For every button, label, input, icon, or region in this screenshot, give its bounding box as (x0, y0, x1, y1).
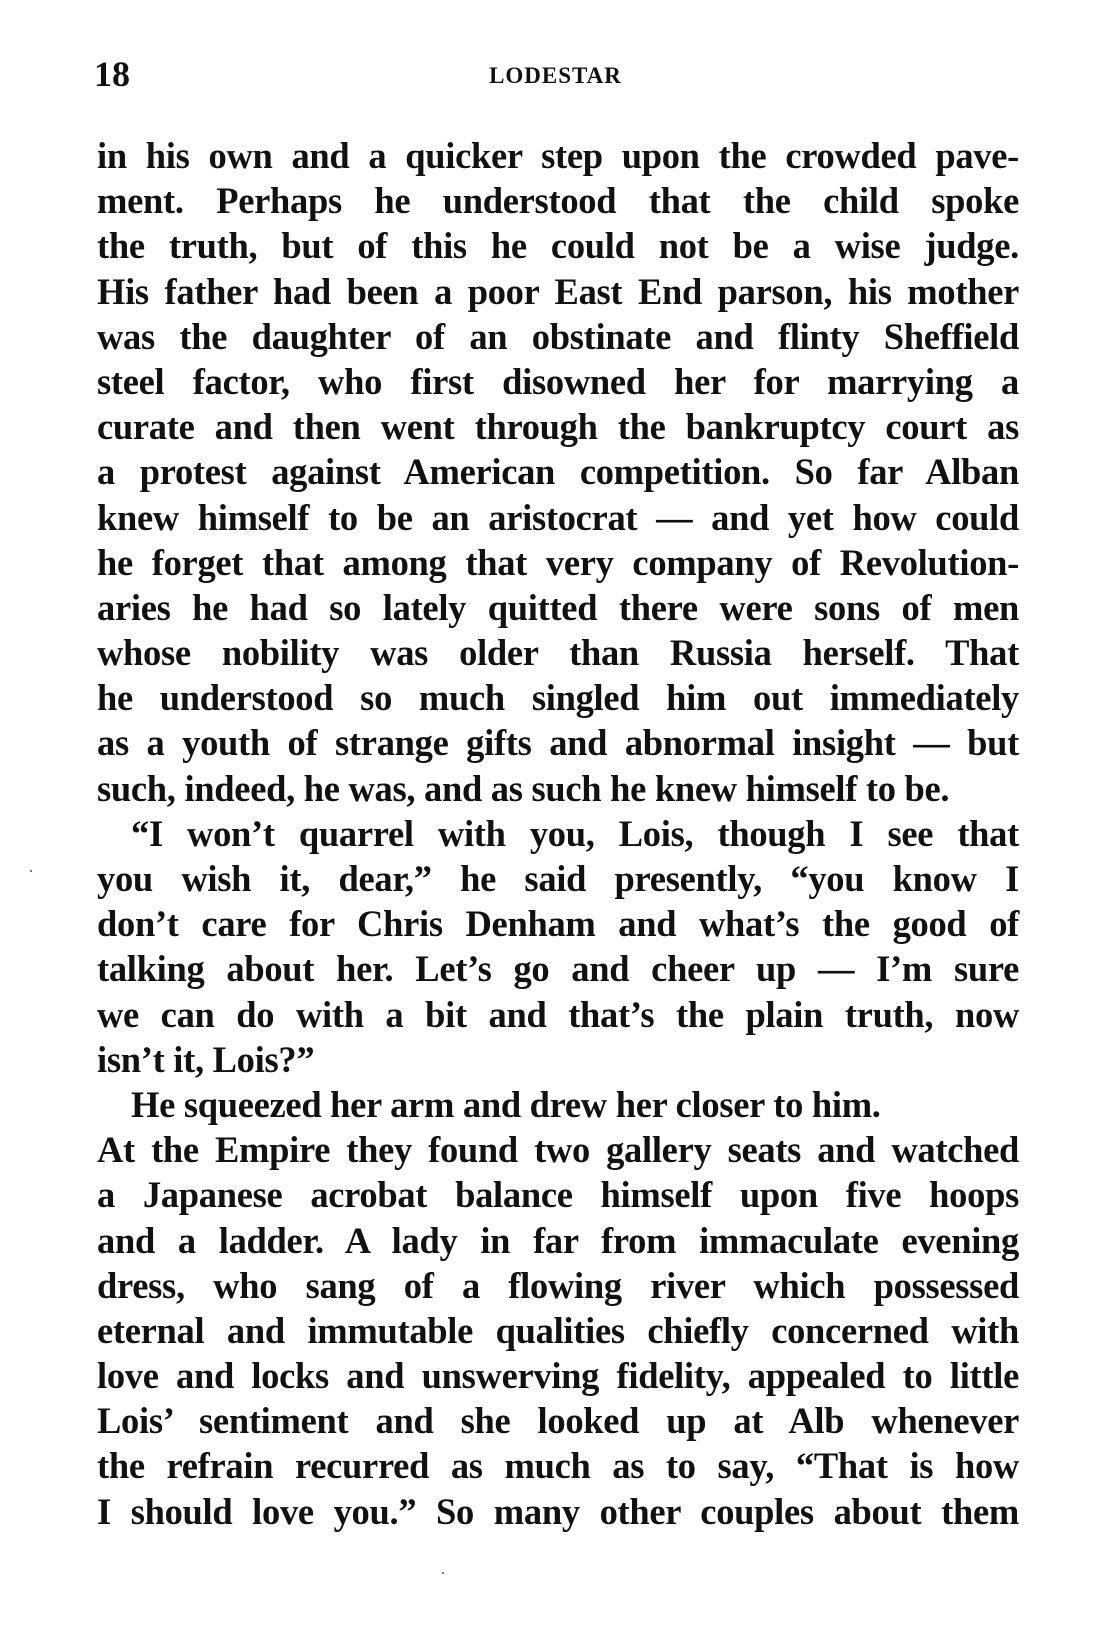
text-line: dress, who sang of a flowing river which possessed (97, 1264, 1019, 1306)
text-line: he understood so much singled him out immediately (97, 677, 1019, 719)
text-line: steel factor, who first disowned her for marrying a (97, 360, 1019, 402)
text-line: was the daughter of an obstinate and flinty Sheffield (97, 315, 1019, 357)
text-line: He squeezed her arm and drew her closer to him. (131, 1083, 881, 1125)
text-line: isn’t it, Lois?” (97, 1038, 315, 1080)
text-line: aries he had so lately quitted there were sons of men (97, 586, 1019, 628)
scan-speck (442, 1572, 444, 1574)
text-line: in his own and a quicker step upon the crowded pave- (97, 135, 1019, 176)
text-line: you wish it, dear,” he said presently, “you know I (97, 858, 1019, 899)
text-line: eternal and immutable qualities chiefly concerned with (97, 1309, 1019, 1351)
text-line: a Japanese acrobat balance himself upon five hoops (97, 1174, 1019, 1216)
text-line: such, indeed, he was, and as such he knew himself to be. (97, 767, 950, 809)
text-line: and a ladder. A lady in far from immaculate evening (97, 1219, 1019, 1261)
page-number: 18 (94, 54, 130, 94)
text-line: whose nobility was older than Russia herself. That (97, 632, 1019, 674)
text-line: don’t care for Chris Denham and what’s the good of (97, 903, 1019, 945)
text-line: ment. Perhaps he understood that the child spoke (97, 180, 1019, 222)
running-head: LODESTAR (489, 63, 622, 88)
text-line: “I won’t quarrel with you, Lois, though I see that (131, 812, 1019, 854)
text-line: talking about her. Let’s go and cheer up — I’m sure (97, 948, 1019, 990)
text-line: love and locks and unswerving fidelity, appealed to little (97, 1355, 1019, 1397)
text-line: the refrain recurred as much as to say, “That is how (97, 1445, 1019, 1487)
text-line: I should love you.” So many other couples about them (97, 1490, 1019, 1532)
text-line: the truth, but of this he could not be a wise judge. (97, 225, 1019, 267)
body-text (97, 133, 1019, 1534)
text-line: a protest against American competition. So far Alban (97, 451, 1019, 493)
text-line: as a youth of strange gifts and abnormal insight — but (97, 722, 1019, 764)
text-line: At the Empire they found two gallery seats and watched (97, 1129, 1019, 1171)
text-line: curate and then went through the bankruptcy court as (97, 406, 1019, 448)
text-line: Lois’ sentiment and she looked up at Alb whenever (97, 1400, 1019, 1442)
text-line: His father had been a poor East End parson, his mother (97, 270, 1019, 312)
scan-speck (30, 870, 32, 872)
text-line: we can do with a bit and that’s the plain truth, now (97, 993, 1019, 1035)
text-line: he forget that among that very company of Revolution- (97, 541, 1019, 583)
text-line: knew himself to be an aristocrat — and yet how could (97, 496, 1019, 538)
